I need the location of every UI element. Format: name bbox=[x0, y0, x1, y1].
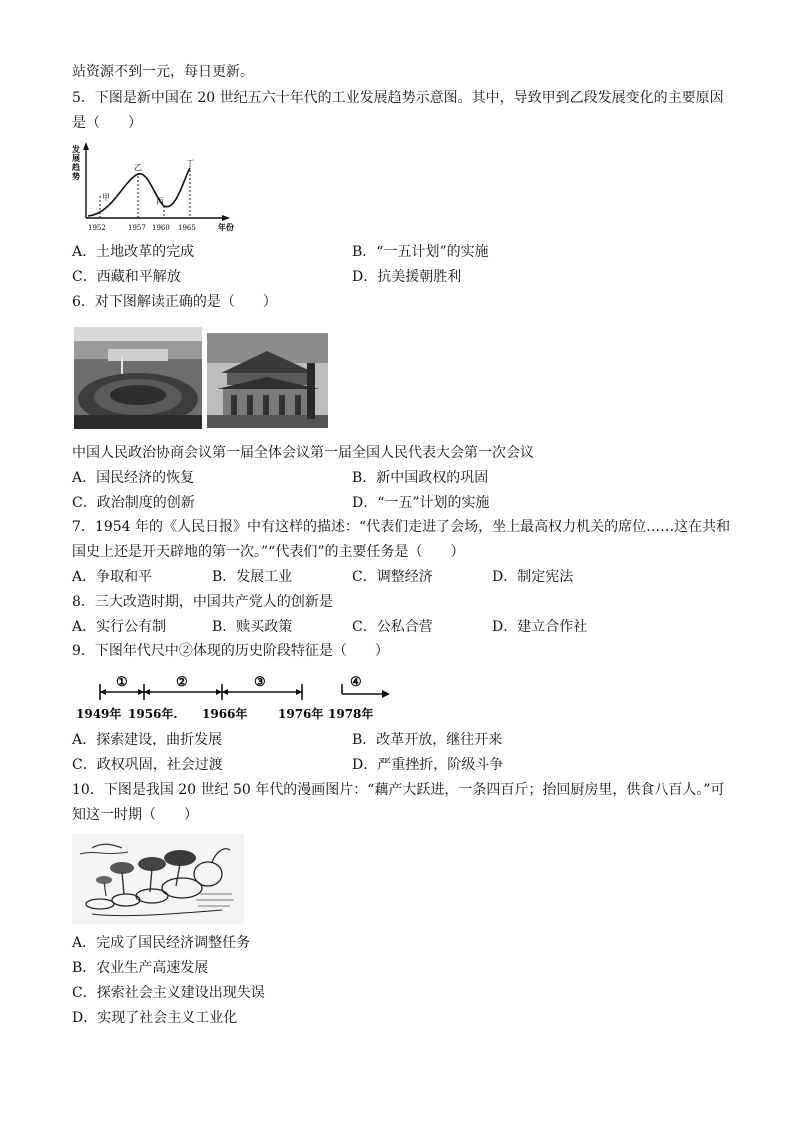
q10-option-a[interactable]: A．完成了国民经济调整任务 bbox=[72, 935, 251, 951]
q9-year-1949: 1949年 bbox=[76, 707, 122, 721]
q9-option-d[interactable]: D．严重挫折，阶级斗争 bbox=[352, 757, 504, 773]
q9-mark-4: ④ bbox=[350, 675, 362, 690]
q10-option-b[interactable]: B．农业生产高速发展 bbox=[72, 960, 209, 976]
q9-option-c[interactable]: C．政权巩固，社会过渡 bbox=[72, 757, 223, 773]
q5-year-1952: 1952 bbox=[88, 224, 106, 232]
q6-option-c[interactable]: C．政治制度的创新 bbox=[72, 495, 195, 511]
q7-option-d[interactable]: D．制定宪法 bbox=[492, 569, 574, 585]
q7-option-a[interactable]: A．争取和平 bbox=[72, 569, 153, 585]
q9-year-1978: 1978年 bbox=[328, 707, 374, 721]
q6-stem: 6．对下图解读正确的是（ ） bbox=[72, 294, 277, 310]
q10-option-c[interactable]: C．探索社会主义建设出现失误 bbox=[72, 985, 265, 1001]
q8-option-b[interactable]: B．赎买政策 bbox=[212, 619, 293, 635]
q9-mark-2: ② bbox=[176, 675, 188, 690]
q7-option-c[interactable]: C．调整经济 bbox=[352, 569, 433, 585]
intro-line: 站资源不到一元，每日更新。 bbox=[72, 64, 254, 80]
q5-trend-chart bbox=[72, 140, 240, 232]
q8-stem: 8．三大改造时期，中国共产党人的创新是 bbox=[72, 594, 333, 610]
q5-chart-xlabel: 年份 bbox=[218, 222, 234, 232]
q7-option-b[interactable]: B．发展工业 bbox=[212, 569, 293, 585]
q5-option-d[interactable]: D．抗美援朝胜利 bbox=[352, 269, 462, 285]
q5-year-1965: 1965 bbox=[178, 224, 196, 232]
q6-photo-cppcc-hall bbox=[74, 327, 202, 429]
q5-year-1957: 1957 bbox=[128, 224, 146, 232]
q8-option-a[interactable]: A．实行公有制 bbox=[72, 619, 167, 635]
q8-option-c[interactable]: C．公私合营 bbox=[352, 619, 433, 635]
q5-year-1960: 1960 bbox=[152, 224, 170, 232]
q10-stem-line1: 10．下图是我国 20 世纪 50 年代的漫画图片：“藕产大跃进，一条四百斤；抬回厨房里，供食八百人。”可 bbox=[72, 782, 725, 798]
q5-stem-line1: 5．下图是新中国在 20 世纪五六十年代的工业发展趋势示意图。其中，导致甲到乙段发展变化的主要原因 bbox=[72, 90, 724, 106]
q10-option-d[interactable]: D．实现了社会主义工业化 bbox=[72, 1010, 238, 1026]
q9-year-1976: 1976年 bbox=[278, 707, 324, 721]
q5-point-jia: 甲 bbox=[102, 193, 110, 202]
q10-cartoon-lotus-root bbox=[72, 834, 244, 924]
q5-option-c[interactable]: C．西藏和平解放 bbox=[72, 269, 181, 285]
q9-year-1956: 1956年. bbox=[128, 707, 178, 721]
q9-stem: 9．下图年代尺中②体现的历史阶段特征是（ ） bbox=[72, 643, 389, 659]
q5-point-bing: 丙 bbox=[156, 197, 164, 206]
q9-mark-1: ① bbox=[116, 675, 128, 690]
q8-option-d[interactable]: D．建立合作社 bbox=[492, 619, 588, 635]
q6-option-d[interactable]: D．“一五”计划的实施 bbox=[352, 495, 490, 511]
q5-chart-ylabel: 发展趋势 bbox=[72, 144, 80, 181]
q5-option-b[interactable]: B．“一五计划”的实施 bbox=[352, 244, 489, 260]
q6-photo-npc-building bbox=[207, 333, 328, 428]
q5-point-yi: 乙 bbox=[134, 163, 142, 172]
q9-mark-3: ③ bbox=[254, 675, 266, 690]
q5-stem-line2: 是（ ） bbox=[72, 115, 142, 131]
q6-caption: 中国人民政治协商会议第一届全体会议第一届全国人民代表大会第一次会议 bbox=[72, 445, 534, 461]
q7-stem-line1: 7．1954 年的《人民日报》中有这样的描述：“代表们走进了会场，坐上最高权力机关的席位……这在共和 bbox=[72, 519, 731, 535]
q7-stem-line2: 国史上还是开天辟地的第一次。”“代表们”的主要任务是（ ） bbox=[72, 544, 465, 560]
q6-option-b[interactable]: B．新中国政权的巩固 bbox=[352, 470, 489, 486]
q9-year-1966: 1966年 bbox=[202, 707, 248, 721]
q6-option-a[interactable]: A．国民经济的恢复 bbox=[72, 470, 195, 486]
q9-option-b[interactable]: B．改革开放，继往开来 bbox=[352, 732, 503, 748]
q5-point-ding: 丁 bbox=[186, 159, 194, 168]
q9-timeline bbox=[72, 668, 398, 726]
q10-stem-line2: 知这一时期（ ） bbox=[72, 807, 198, 823]
q5-option-a[interactable]: A．土地改革的完成 bbox=[72, 244, 195, 260]
q9-option-a[interactable]: A．探索建设，曲折发展 bbox=[72, 732, 223, 748]
